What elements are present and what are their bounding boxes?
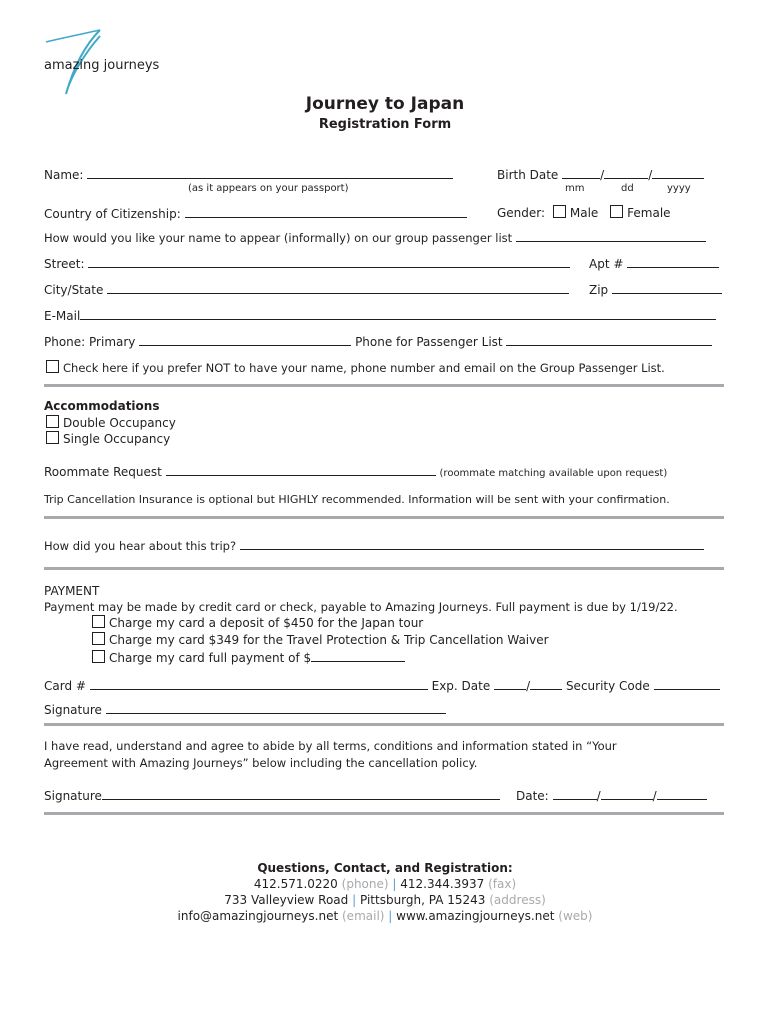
double-occupancy-label: Double Occupancy — [63, 416, 176, 430]
agreement-date-label: Date: — [516, 789, 549, 803]
email-label: E-Mail — [44, 309, 81, 323]
roommate-hint: (roommate matching available upon request) — [439, 468, 668, 479]
informal-name-field[interactable] — [516, 229, 706, 242]
divider — [44, 567, 724, 570]
exp-month-field[interactable] — [494, 677, 526, 690]
agreement-text-line1: I have read, understand and agree to abide by all terms, conditions and information stated in “Your — [44, 739, 617, 753]
city-row — [44, 281, 569, 297]
payment-signature-field[interactable] — [106, 701, 446, 714]
card-label: Card # — [44, 679, 86, 693]
divider — [44, 723, 724, 726]
birth-label: Birth Date — [497, 168, 559, 182]
gender-female-checkbox[interactable] — [610, 205, 623, 218]
name-field[interactable] — [87, 166, 453, 179]
deposit-label: Charge my card a deposit of $450 for the Japan tour — [109, 616, 424, 630]
footer-phone-line — [0, 877, 770, 891]
single-occupancy-checkbox[interactable] — [46, 431, 59, 444]
footer-fax-tag: (fax) — [488, 877, 517, 891]
roommate-row — [44, 463, 667, 479]
payment-signature-label: Signature — [44, 703, 102, 717]
agreement-signature-row — [44, 787, 500, 803]
referral-label: How did you hear about this trip? — [44, 539, 237, 553]
security-label: Security Code — [565, 679, 650, 693]
payment-note: Payment may be made by credit card or check, payable to Amazing Journeys. Full payment is due by 1/19/22. — [44, 600, 678, 614]
apt-label: Apt # — [589, 257, 624, 271]
divider — [44, 812, 724, 815]
zip-field[interactable] — [612, 281, 722, 294]
footer-address-line — [0, 893, 770, 907]
footer-address: 733 Valleyview Road — [224, 893, 349, 907]
footer-web-line — [0, 909, 770, 923]
country-label: Country of Citizenship: — [44, 207, 181, 221]
agreement-date-year-field[interactable] — [657, 787, 707, 800]
accommodations-heading: Accommodations — [44, 399, 160, 413]
phone-list-label: Phone for Passenger List — [355, 335, 503, 349]
gender-female-label: Female — [627, 206, 671, 220]
apt-field[interactable] — [627, 255, 719, 268]
footer-web-link[interactable]: www.amazingjourneys.net — [396, 909, 555, 923]
phone-list-field[interactable] — [506, 333, 712, 346]
optout-label: Check here if you prefer NOT to have your name, phone number and email on the Group Passenger List. — [63, 361, 665, 375]
gender-male-label: Male — [569, 206, 599, 220]
gender-label: Gender: — [497, 206, 546, 220]
insurance-checkbox[interactable] — [92, 632, 105, 645]
page-title: Journey to Japan — [305, 94, 465, 114]
name-row — [44, 166, 453, 182]
footer-divider: | — [392, 877, 397, 891]
informal-name-label: How would you like your name to appear (informally) on our group passenger list — [44, 231, 513, 245]
exp-year-field[interactable] — [530, 677, 562, 690]
agreement-signature-field[interactable] — [102, 787, 500, 800]
birth-yyyy-field[interactable] — [652, 166, 704, 179]
payment-option-deposit — [92, 615, 423, 630]
footer-divider: | — [388, 909, 393, 923]
card-field[interactable] — [90, 677, 428, 690]
birth-yyyy-hint: yyyy — [667, 183, 691, 194]
birth-mm-field[interactable] — [562, 166, 600, 179]
optout-checkbox[interactable] — [46, 360, 59, 373]
double-occupancy-checkbox[interactable] — [46, 415, 59, 428]
divider — [44, 384, 724, 387]
agreement-date-month-field[interactable] — [553, 787, 597, 800]
security-field[interactable] — [654, 677, 720, 690]
footer-web-tag: (web) — [558, 909, 593, 923]
full-payment-field[interactable] — [311, 649, 405, 662]
zip-label: Zip — [589, 283, 609, 297]
single-occupancy-label: Single Occupancy — [63, 432, 171, 446]
logo-text: amazing journeys — [44, 58, 160, 73]
footer-email-tag: (email) — [342, 909, 385, 923]
country-row — [44, 205, 467, 221]
name-hint: (as it appears on your passport) — [188, 183, 349, 194]
divider — [44, 516, 724, 519]
page-subtitle: Registration Form — [318, 117, 452, 132]
email-field[interactable] — [80, 307, 716, 320]
footer-email-link[interactable]: info@amazingjourneys.net — [177, 909, 339, 923]
birth-dd-hint: dd — [621, 183, 634, 194]
street-row — [44, 255, 570, 271]
payment-option-full — [92, 649, 405, 665]
deposit-checkbox[interactable] — [92, 615, 105, 628]
email-row — [44, 307, 716, 323]
footer-divider: | — [352, 893, 357, 907]
gender-male-checkbox[interactable] — [553, 205, 566, 218]
full-payment-label: Charge my card full payment of $ — [109, 651, 312, 665]
insurance-note: Trip Cancellation Insurance is optional but HIGHLY recommended. Information will be sent with your confirmation. — [44, 493, 670, 506]
informal-name-row — [44, 229, 706, 245]
agreement-date-day-field[interactable] — [601, 787, 653, 800]
card-row: Card # Exp. Date / Security Code — [44, 677, 720, 693]
roommate-label: Roommate Request — [44, 465, 162, 479]
referral-field[interactable] — [240, 537, 704, 550]
birth-mm-hint: mm — [565, 183, 585, 194]
birth-row: Birth Date / / — [497, 166, 704, 182]
full-payment-checkbox[interactable] — [92, 650, 105, 663]
street-field[interactable] — [88, 255, 570, 268]
country-field[interactable] — [185, 205, 467, 218]
agreement-signature-label: Signature — [44, 789, 102, 803]
insurance-label: Charge my card $349 for the Travel Protection & Trip Cancellation Waiver — [109, 633, 549, 647]
phone-label: Phone: Primary — [44, 335, 136, 349]
agreement-text-line2: Agreement with Amazing Journeys” below including the cancellation policy. — [44, 756, 478, 770]
phone-field[interactable] — [139, 333, 351, 346]
footer-city: Pittsburgh, PA 15243 — [359, 893, 486, 907]
optout-row — [46, 360, 665, 375]
phone-row — [44, 333, 712, 349]
exp-label: Exp. Date — [431, 679, 491, 693]
footer-heading: Questions, Contact, and Registration: — [257, 861, 513, 875]
payment-signature-row — [44, 701, 446, 717]
city-field[interactable] — [107, 281, 569, 294]
payment-option-insurance — [92, 632, 549, 647]
gender-row — [497, 205, 671, 220]
payment-heading: PAYMENT — [44, 584, 100, 598]
footer-phone-tag: (phone) — [341, 877, 389, 891]
roommate-field[interactable] — [166, 463, 436, 476]
referral-row — [44, 537, 704, 553]
agreement-date-row: Date: / / — [516, 787, 707, 803]
street-label: Street: — [44, 257, 85, 271]
double-occupancy-row — [46, 415, 176, 430]
footer-phone: 412.571.0220 — [253, 877, 338, 891]
city-label: City/State — [44, 283, 104, 297]
birth-dd-field[interactable] — [604, 166, 648, 179]
single-occupancy-row — [46, 431, 170, 446]
zip-row — [589, 281, 722, 297]
logo — [42, 28, 160, 98]
name-label: Name: — [44, 168, 84, 182]
apt-row — [589, 255, 719, 271]
footer-fax: 412.344.3937 — [400, 877, 485, 891]
footer-address-tag: (address) — [489, 893, 546, 907]
